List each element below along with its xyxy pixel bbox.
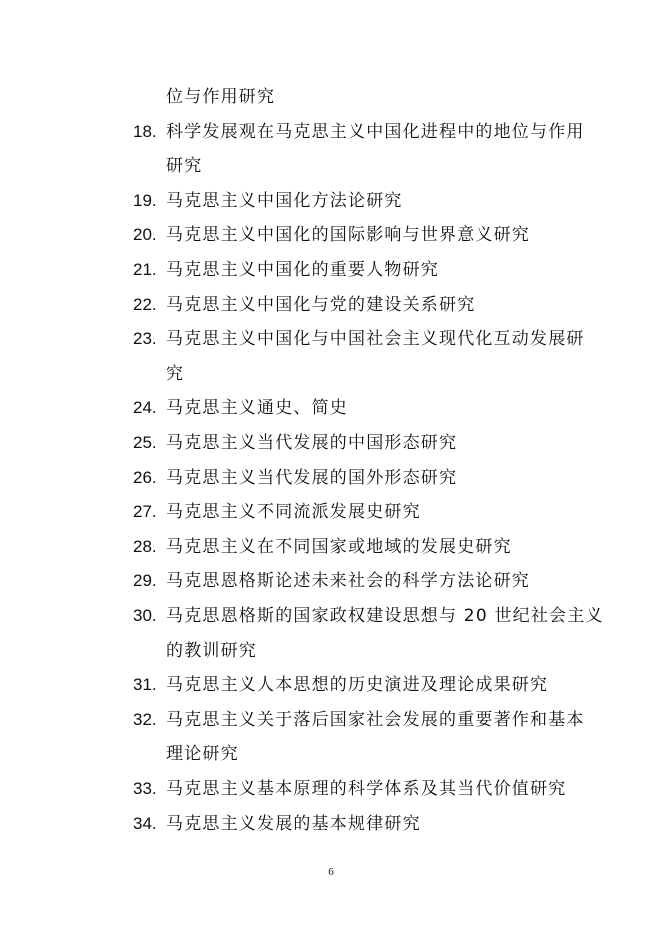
list-item-number: 32. (133, 709, 157, 729)
list-item-text: 的教训研究 (166, 640, 257, 661)
list-item-number: 21. (133, 260, 157, 279)
list-item-text: 科学发展观在马克思主义中国化进程中的地位与作用 (166, 121, 585, 142)
continuation-line (0, 82, 662, 112)
list-item-text: 理论研究 (166, 744, 239, 765)
list-item-text: 马克思主义基本原理的科学体系及其当代价值研究 (166, 779, 567, 799)
list-item-number: 33. (133, 779, 157, 798)
list-item (0, 705, 662, 735)
list-item (0, 809, 662, 839)
list-item (0, 393, 662, 423)
list-item-text: 马克思主义当代发展的中国形态研究 (166, 433, 458, 453)
list-item-number: 23. (133, 329, 157, 349)
list-item-text: 马克思主义人本思想的历史演进及理论成果研究 (166, 675, 549, 696)
list-item-text: 马克思主义中国化与党的建设关系研究 (166, 294, 476, 315)
list-item (0, 290, 662, 320)
list-item-continuation (0, 739, 662, 769)
list-item-text: 马克思主义关于落后国家社会发展的重要著作和基本 (166, 709, 585, 730)
list-item-number: 20. (133, 225, 157, 245)
list-item (0, 601, 662, 631)
list-item (0, 220, 662, 250)
list-item-number: 30. (133, 606, 157, 625)
list-item-continuation (0, 359, 662, 389)
list-item (0, 497, 662, 527)
list-item-text: 马克思恩格斯论述未来社会的科学方法论研究 (166, 571, 530, 592)
list-item-text: 马克思恩格斯的国家政权建设思想与 20 世纪社会主义 (166, 606, 604, 626)
list-item (0, 255, 662, 285)
list-item-continuation (0, 636, 662, 666)
list-item-text: 马克思主义发展的基本规律研究 (166, 813, 421, 834)
list-item-number: 29. (133, 571, 157, 591)
list-item (0, 774, 662, 804)
list-item-text: 马克思主义中国化的国际影响与世界意义研究 (166, 225, 530, 246)
list-item (0, 428, 662, 458)
list-item (0, 566, 662, 596)
list-item-number: 31. (133, 675, 157, 695)
list-item (0, 532, 662, 562)
list-item (0, 463, 662, 493)
list-item-number: 18. (133, 121, 157, 141)
list-item-text: 究 (166, 363, 185, 384)
list-item (0, 324, 662, 354)
list-item-text: 马克思主义中国化的重要人物研究 (166, 260, 439, 280)
list-item-number: 19. (133, 190, 157, 210)
list-item-number: 25. (133, 433, 157, 452)
page-number: 6 (328, 866, 334, 878)
list-item-number: 22. (133, 294, 157, 314)
list-item-number: 28. (133, 536, 157, 556)
list-item-continuation (0, 151, 662, 181)
list-item-number: 24. (133, 398, 157, 418)
list-item-text: 马克思主义当代发展的国外形态研究 (166, 467, 458, 488)
list-item (0, 117, 662, 147)
list-item (0, 670, 662, 700)
list-item-number: 26. (133, 467, 157, 487)
list-item-text: 马克思主义不同流派发展史研究 (166, 502, 421, 523)
list-item-text: 研究 (166, 156, 203, 177)
list-item-number: 27. (133, 502, 157, 522)
list-item-text: 马克思主义中国化与中国社会主义现代化互动发展研 (166, 329, 585, 350)
list-item-text: 马克思主义通史、简史 (166, 398, 348, 419)
list-item (0, 186, 662, 216)
list-item-number: 34. (133, 813, 157, 833)
list-item-text: 马克思主义在不同国家或地域的发展史研究 (166, 536, 512, 557)
list-item-text: 马克思主义中国化方法论研究 (166, 190, 403, 211)
continuation-text: 位与作用研究 (166, 87, 276, 107)
